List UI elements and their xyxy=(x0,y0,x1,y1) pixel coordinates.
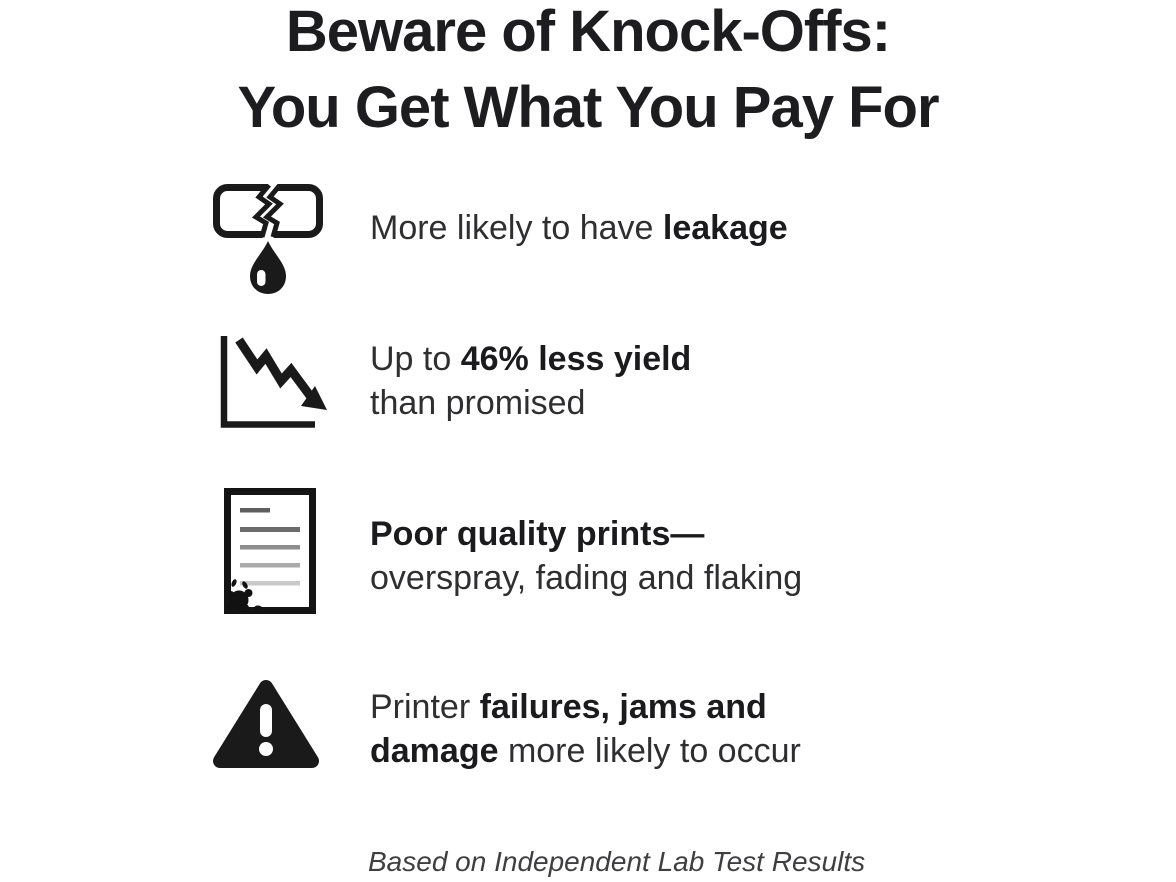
item-text-yield xyxy=(370,337,691,425)
item-text-failures xyxy=(370,685,801,773)
item-line: damage more likely to occur xyxy=(370,732,801,770)
poor-print-document-icon xyxy=(224,488,316,614)
warning-triangle-icon xyxy=(210,674,322,770)
page-title-line1: Beware of Knock-Offs: xyxy=(285,0,891,64)
page-title-line2: You Get What You Pay For xyxy=(237,75,939,140)
item-line: than promised xyxy=(370,384,586,422)
item-line: overspray, fading and flaking xyxy=(370,559,803,597)
footer-note: Based on Independent Lab Test Results xyxy=(368,846,866,877)
page-title xyxy=(0,0,1176,146)
item-line: More likely to have leakage xyxy=(370,209,788,247)
item-line: Printer failures, jams and xyxy=(370,688,767,726)
item-text-leakage xyxy=(370,206,788,250)
declining-chart-icon xyxy=(215,333,330,431)
item-line: Poor quality prints— xyxy=(370,515,705,553)
leaking-ink-cartridge-icon xyxy=(213,184,323,294)
item-text-prints xyxy=(370,512,802,600)
item-line: Up to 46% less yield xyxy=(370,340,692,378)
